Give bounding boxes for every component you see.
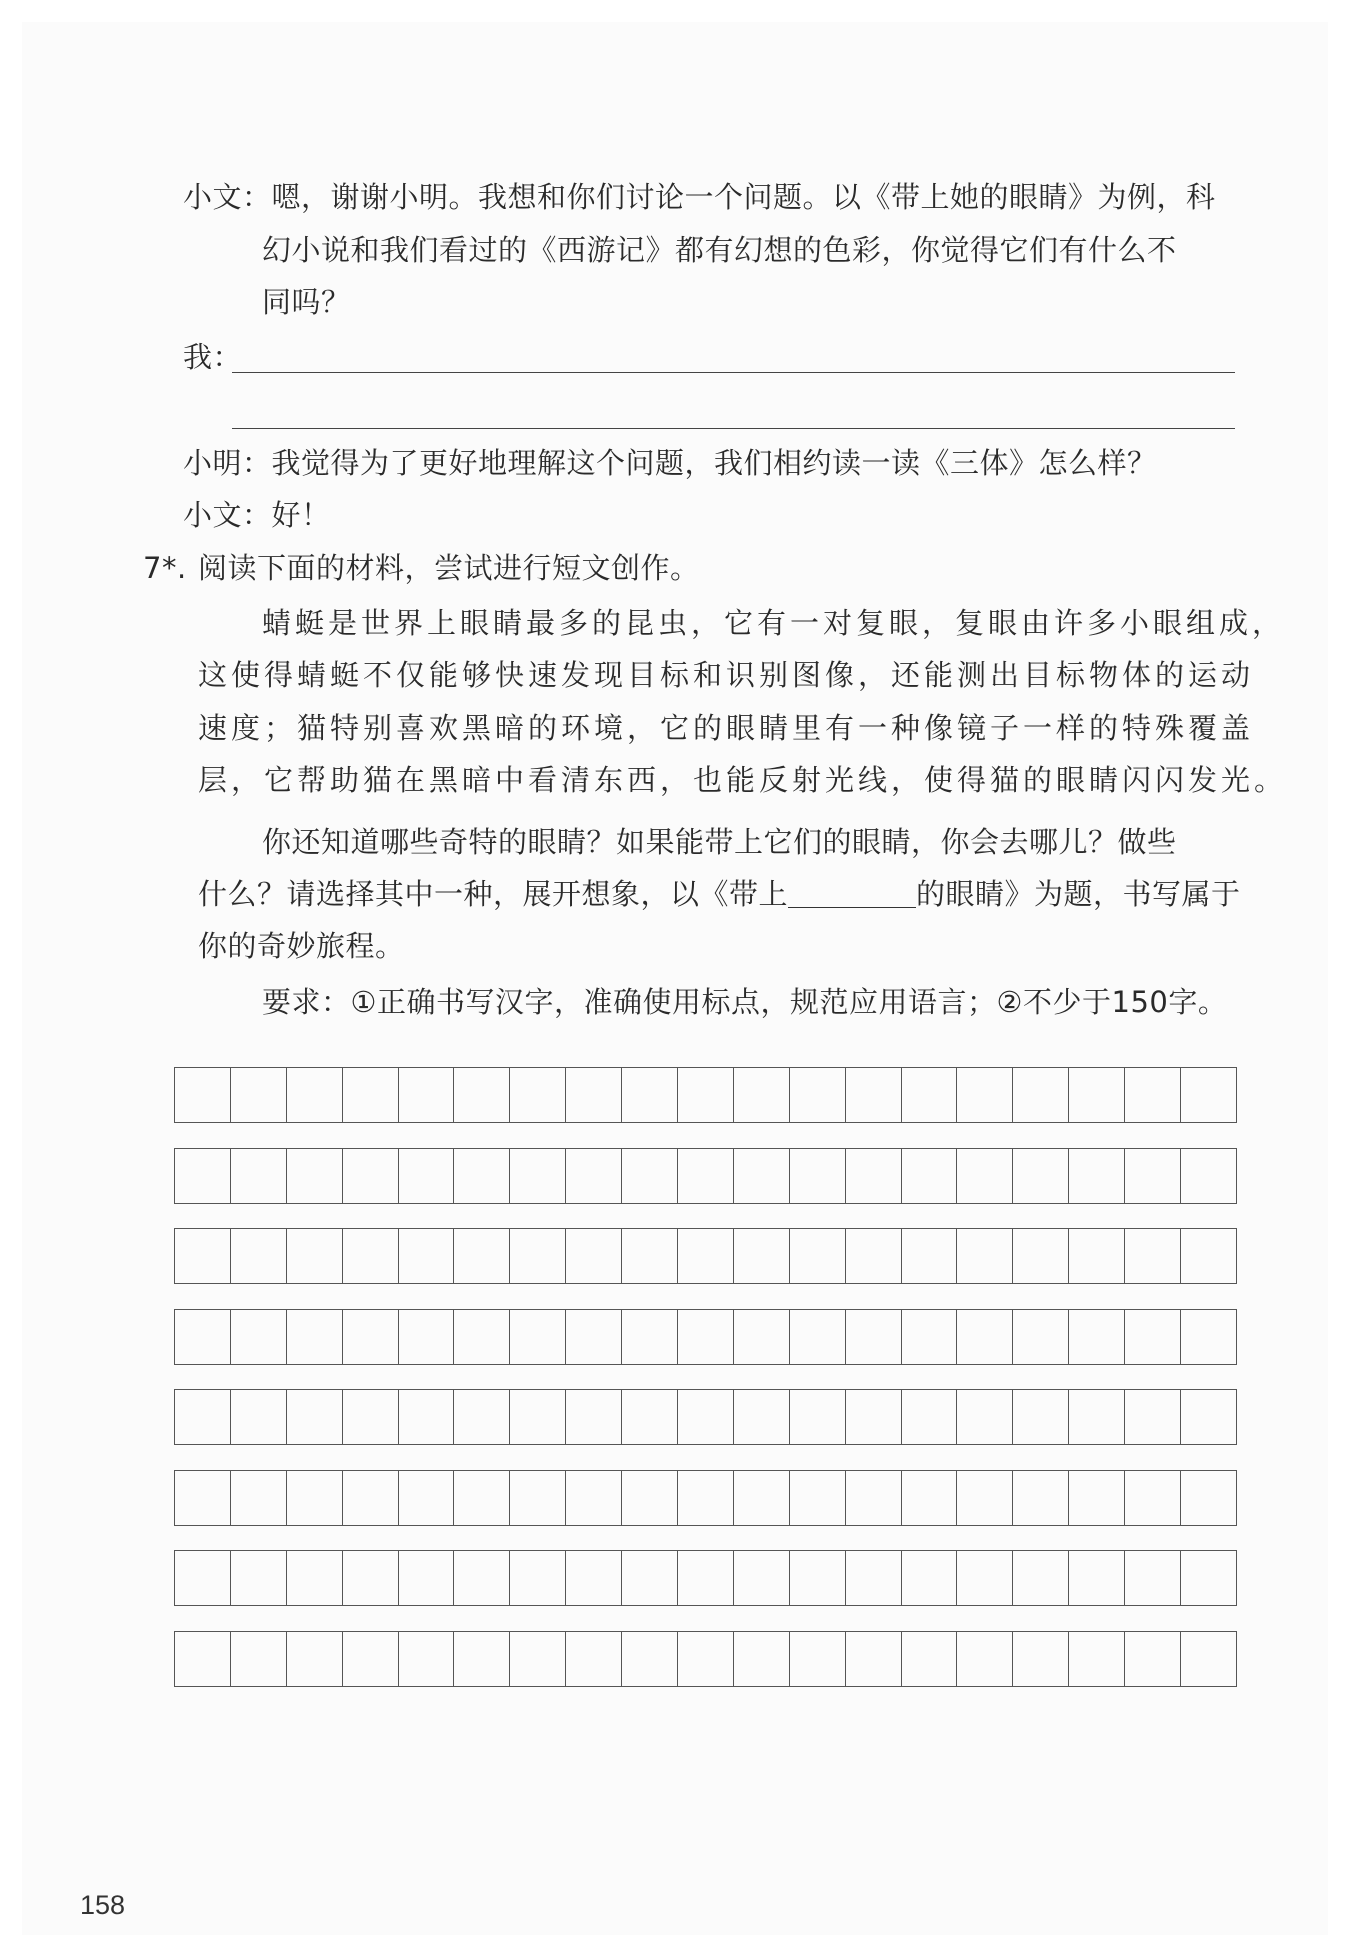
grid-cell[interactable]: [902, 1310, 958, 1364]
task-line-1: 你还知道哪些奇特的眼睛？如果能带上它们的眼睛，你会去哪儿？做些: [262, 825, 1177, 859]
grid-cell[interactable]: [622, 1310, 678, 1364]
task-line-2-start: 什么？请选择其中一种，展开想象，以《带上: [198, 877, 789, 911]
grid-cell[interactable]: [231, 1390, 287, 1444]
material-line-4: 层，它帮助猫在黑暗中看清东西，也能反射光线，使得猫的眼睛闪闪发光。: [198, 763, 1288, 797]
grid-cell[interactable]: [678, 1149, 734, 1203]
grid-cell[interactable]: [343, 1310, 399, 1364]
question-prompt: 阅读下面的材料，尝试进行短文创作。: [198, 551, 700, 585]
grid-cell[interactable]: [846, 1310, 902, 1364]
grid-cell[interactable]: [287, 1149, 343, 1203]
grid-cell[interactable]: [231, 1229, 287, 1283]
grid-cell[interactable]: [902, 1390, 958, 1444]
grid-cell[interactable]: [957, 1390, 1013, 1444]
grid-cell[interactable]: [1069, 1068, 1125, 1122]
grid-cell[interactable]: [510, 1068, 566, 1122]
grid-cell[interactable]: [678, 1471, 734, 1525]
grid-cell[interactable]: [1181, 1310, 1236, 1364]
grid-cell[interactable]: [1013, 1229, 1069, 1283]
grid-cell[interactable]: [957, 1310, 1013, 1364]
grid-cell[interactable]: [790, 1149, 846, 1203]
grid-cell[interactable]: [287, 1390, 343, 1444]
grid-cell[interactable]: [734, 1551, 790, 1605]
grid-cell[interactable]: [1125, 1551, 1181, 1605]
grid-cell[interactable]: [343, 1229, 399, 1283]
grid-cell[interactable]: [846, 1471, 902, 1525]
grid-cell[interactable]: [399, 1471, 455, 1525]
requirements: 要求：①正确书写汉字，准确使用标点，规范应用语言；②不少于150字。: [262, 985, 1228, 1019]
answer-line-1[interactable]: [232, 372, 1235, 373]
grid-cell[interactable]: [734, 1632, 790, 1686]
grid-cell[interactable]: [231, 1149, 287, 1203]
grid-cell[interactable]: [454, 1229, 510, 1283]
grid-cell[interactable]: [1125, 1149, 1181, 1203]
grid-cell[interactable]: [790, 1310, 846, 1364]
grid-cell[interactable]: [1069, 1632, 1125, 1686]
xiaowen-line-3: 同吗？: [262, 285, 351, 319]
grid-cell[interactable]: [790, 1068, 846, 1122]
grid-cell[interactable]: [566, 1310, 622, 1364]
grid-cell[interactable]: [1013, 1632, 1069, 1686]
grid-cell[interactable]: [734, 1471, 790, 1525]
grid-cell[interactable]: [454, 1149, 510, 1203]
grid-cell[interactable]: [846, 1229, 902, 1283]
grid-cell[interactable]: [454, 1551, 510, 1605]
grid-cell[interactable]: [231, 1551, 287, 1605]
grid-cell[interactable]: [1069, 1551, 1125, 1605]
grid-cell[interactable]: [566, 1229, 622, 1283]
grid-cell[interactable]: [902, 1068, 958, 1122]
material-line-2: 这使得蜻蜓不仅能够快速发现目标和识别图像，还能测出目标物体的运动: [198, 658, 1255, 692]
grid-cell[interactable]: [622, 1551, 678, 1605]
grid-cell[interactable]: [902, 1229, 958, 1283]
xiaowen-line-1: 小文：嗯，谢谢小明。我想和你们讨论一个问题。以《带上她的眼睛》为例，科: [183, 180, 1216, 214]
grid-cell[interactable]: [399, 1310, 455, 1364]
grid-cell[interactable]: [566, 1551, 622, 1605]
grid-cell[interactable]: [1125, 1632, 1181, 1686]
grid-cell[interactable]: [902, 1471, 958, 1525]
grid-cell[interactable]: [566, 1632, 622, 1686]
grid-cell[interactable]: [231, 1471, 287, 1525]
grid-cell[interactable]: [1013, 1149, 1069, 1203]
grid-cell[interactable]: [846, 1632, 902, 1686]
grid-cell[interactable]: [790, 1471, 846, 1525]
grid-row: [174, 1067, 1237, 1123]
grid-cell[interactable]: [510, 1551, 566, 1605]
grid-cell[interactable]: [231, 1068, 287, 1122]
me-label: 我：: [183, 340, 243, 374]
writing-grid: [174, 1067, 1237, 1681]
grid-cell[interactable]: [175, 1390, 231, 1444]
grid-cell[interactable]: [1013, 1551, 1069, 1605]
grid-cell[interactable]: [566, 1471, 622, 1525]
grid-cell[interactable]: [175, 1149, 231, 1203]
grid-cell[interactable]: [1125, 1068, 1181, 1122]
grid-row: [174, 1470, 1237, 1526]
grid-cell[interactable]: [1069, 1310, 1125, 1364]
grid-cell[interactable]: [1181, 1149, 1236, 1203]
grid-cell[interactable]: [510, 1149, 566, 1203]
answer-line-2[interactable]: [232, 428, 1235, 429]
grid-cell[interactable]: [287, 1068, 343, 1122]
grid-cell[interactable]: [622, 1149, 678, 1203]
grid-cell[interactable]: [622, 1471, 678, 1525]
material-line-1: 蜻蜓是世界上眼睛最多的昆虫，它有一对复眼，复眼由许多小眼组成，: [262, 606, 1286, 640]
grid-cell[interactable]: [1013, 1471, 1069, 1525]
question-number: 7*.: [143, 551, 187, 585]
grid-cell[interactable]: [287, 1632, 343, 1686]
grid-cell[interactable]: [399, 1149, 455, 1203]
grid-cell[interactable]: [622, 1068, 678, 1122]
grid-cell[interactable]: [846, 1390, 902, 1444]
grid-cell[interactable]: [734, 1390, 790, 1444]
grid-cell[interactable]: [957, 1229, 1013, 1283]
grid-cell[interactable]: [790, 1551, 846, 1605]
grid-cell[interactable]: [1125, 1471, 1181, 1525]
grid-cell[interactable]: [1125, 1310, 1181, 1364]
grid-row: [174, 1631, 1237, 1687]
grid-cell[interactable]: [902, 1551, 958, 1605]
grid-cell[interactable]: [846, 1149, 902, 1203]
grid-row: [174, 1389, 1237, 1445]
grid-cell[interactable]: [678, 1310, 734, 1364]
title-blank[interactable]: [788, 877, 916, 908]
grid-cell[interactable]: [175, 1551, 231, 1605]
grid-cell[interactable]: [510, 1471, 566, 1525]
grid-cell[interactable]: [510, 1632, 566, 1686]
grid-cell[interactable]: [1069, 1149, 1125, 1203]
grid-cell[interactable]: [343, 1551, 399, 1605]
grid-cell[interactable]: [1013, 1310, 1069, 1364]
grid-cell[interactable]: [175, 1229, 231, 1283]
grid-cell[interactable]: [902, 1149, 958, 1203]
grid-cell[interactable]: [957, 1068, 1013, 1122]
grid-cell[interactable]: [343, 1471, 399, 1525]
grid-cell[interactable]: [790, 1229, 846, 1283]
grid-cell[interactable]: [287, 1229, 343, 1283]
grid-cell[interactable]: [1125, 1229, 1181, 1283]
grid-cell[interactable]: [1125, 1390, 1181, 1444]
grid-cell[interactable]: [1181, 1390, 1236, 1444]
grid-cell[interactable]: [846, 1551, 902, 1605]
grid-cell[interactable]: [957, 1149, 1013, 1203]
grid-cell[interactable]: [957, 1471, 1013, 1525]
grid-cell[interactable]: [454, 1471, 510, 1525]
grid-cell[interactable]: [175, 1310, 231, 1364]
grid-cell[interactable]: [399, 1632, 455, 1686]
grid-cell[interactable]: [1181, 1551, 1236, 1605]
grid-cell[interactable]: [1069, 1229, 1125, 1283]
grid-cell[interactable]: [175, 1471, 231, 1525]
grid-cell[interactable]: [1181, 1068, 1236, 1122]
grid-cell[interactable]: [734, 1149, 790, 1203]
task-line-2: [198, 874, 1241, 914]
grid-cell[interactable]: [566, 1149, 622, 1203]
grid-cell[interactable]: [343, 1149, 399, 1203]
grid-cell[interactable]: [1181, 1471, 1236, 1525]
grid-cell[interactable]: [510, 1310, 566, 1364]
grid-cell[interactable]: [678, 1068, 734, 1122]
page-number: 158: [80, 1890, 126, 1920]
xiaowen-reply: 小文：好！: [183, 498, 331, 532]
grid-cell[interactable]: [678, 1390, 734, 1444]
grid-cell[interactable]: [1181, 1632, 1236, 1686]
grid-row: [174, 1309, 1237, 1365]
grid-cell[interactable]: [287, 1310, 343, 1364]
grid-cell[interactable]: [1013, 1390, 1069, 1444]
grid-cell[interactable]: [566, 1390, 622, 1444]
grid-cell[interactable]: [231, 1310, 287, 1364]
grid-cell[interactable]: [734, 1068, 790, 1122]
grid-cell[interactable]: [510, 1390, 566, 1444]
grid-cell[interactable]: [287, 1471, 343, 1525]
grid-cell[interactable]: [678, 1229, 734, 1283]
task-line-2-end: 的眼睛》为题，书写属于: [916, 877, 1241, 911]
grid-cell[interactable]: [454, 1390, 510, 1444]
grid-cell[interactable]: [957, 1632, 1013, 1686]
grid-cell[interactable]: [399, 1390, 455, 1444]
grid-cell[interactable]: [399, 1229, 455, 1283]
grid-cell[interactable]: [343, 1390, 399, 1444]
xiaoming-line: 小明：我觉得为了更好地理解这个问题，我们相约读一读《三体》怎么样？: [183, 446, 1157, 480]
grid-cell[interactable]: [231, 1632, 287, 1686]
grid-cell[interactable]: [1069, 1471, 1125, 1525]
grid-cell[interactable]: [622, 1390, 678, 1444]
grid-cell[interactable]: [510, 1229, 566, 1283]
grid-cell[interactable]: [343, 1632, 399, 1686]
grid-cell[interactable]: [902, 1632, 958, 1686]
grid-row: [174, 1550, 1237, 1606]
grid-row: [174, 1228, 1237, 1284]
grid-cell[interactable]: [343, 1068, 399, 1122]
grid-cell[interactable]: [454, 1632, 510, 1686]
grid-cell[interactable]: [957, 1551, 1013, 1605]
task-line-3: 你的奇妙旅程。: [198, 929, 405, 963]
grid-cell[interactable]: [846, 1068, 902, 1122]
grid-cell[interactable]: [790, 1632, 846, 1686]
grid-cell[interactable]: [678, 1551, 734, 1605]
grid-cell[interactable]: [287, 1551, 343, 1605]
grid-cell[interactable]: [1069, 1390, 1125, 1444]
grid-cell[interactable]: [622, 1229, 678, 1283]
grid-cell[interactable]: [734, 1310, 790, 1364]
grid-cell[interactable]: [734, 1229, 790, 1283]
grid-cell[interactable]: [175, 1068, 231, 1122]
material-line-3: 速度；猫特别喜欢黑暗的环境，它的眼睛里有一种像镜子一样的特殊覆盖: [198, 711, 1255, 745]
grid-cell[interactable]: [175, 1632, 231, 1686]
grid-cell[interactable]: [454, 1068, 510, 1122]
xiaowen-line-2: 幻小说和我们看过的《西游记》都有幻想的色彩，你觉得它们有什么不: [262, 233, 1177, 267]
grid-cell[interactable]: [399, 1068, 455, 1122]
grid-row: [174, 1148, 1237, 1204]
grid-cell[interactable]: [399, 1551, 455, 1605]
grid-cell[interactable]: [790, 1390, 846, 1444]
grid-cell[interactable]: [1013, 1068, 1069, 1122]
grid-cell[interactable]: [566, 1068, 622, 1122]
grid-cell[interactable]: [454, 1310, 510, 1364]
grid-cell[interactable]: [678, 1632, 734, 1686]
grid-cell[interactable]: [622, 1632, 678, 1686]
grid-cell[interactable]: [1181, 1229, 1236, 1283]
